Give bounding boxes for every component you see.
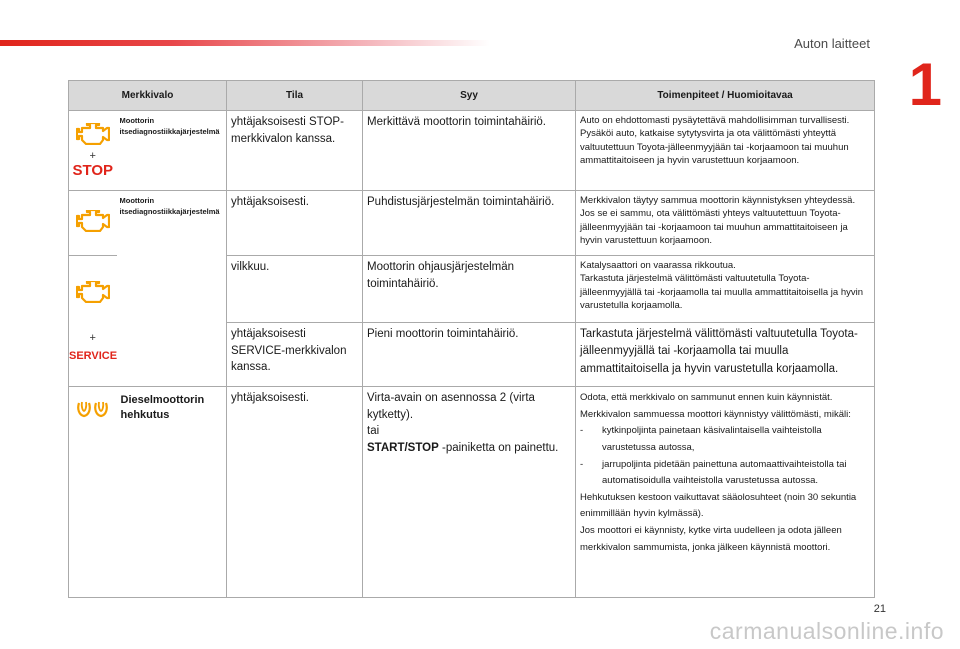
light-state: yhtäjaksoisesti STOP-merkkivalon kanssa. [227, 111, 363, 191]
light-name: Dieselmoottorin hehkutus [117, 387, 227, 598]
light-cause: Pieni moottorin toimintahäiriö. [363, 323, 576, 387]
start-stop-label: START/STOP [367, 442, 439, 455]
icon-cell [69, 387, 117, 598]
table-header-row [69, 81, 875, 111]
action-line: Jos moottori ei käynnisty, kytke virta uudelleen ja odota jälleen merkkivalon sammumista, jonka jälkeen käynnistä moottori. [580, 525, 842, 553]
cause-button-text [367, 440, 571, 457]
glow-plug-icon [76, 401, 110, 419]
icon-cell [69, 191, 117, 256]
column-header: Tila [227, 81, 363, 111]
light-cause: Puhdistusjärjestelmän toimintahäiriö. [363, 191, 576, 256]
table-row [69, 111, 875, 191]
column-header: Merkkivalo [69, 81, 227, 111]
header-accent-bar [0, 40, 490, 46]
stop-light-label: STOP [72, 161, 114, 179]
light-cause: Merkittävä moottorin toimintahäiriö. [363, 111, 576, 191]
column-header: Syy [363, 81, 576, 111]
light-state: yhtäjaksoisesti. [227, 191, 363, 256]
icon-cell [69, 111, 117, 191]
chapter-number: 1 [908, 51, 942, 118]
service-light-label: SERVICE [69, 349, 118, 362]
bullet-item: - jarrupoljinta pidetään painettuna automaattivaihteistolla tai automatisoidulla vaihteistolla varustetussa autossa. [580, 458, 847, 487]
action-intro: Odota, että merkkivalo on sammunut ennen kuin käynnistät. [580, 392, 833, 403]
plus-sign: + [89, 331, 96, 344]
warning-lights-table [68, 80, 875, 598]
light-action: Katalysaattori on vaarassa rikkoutua. Tarkastuta järjestelmä välittömästi valtuutetulla Toyota-jälleenmyyjällä tai -korjaamolla tai muulla ammattitaitoisella ja hyvin varustetulla korjaamolla. [576, 256, 875, 323]
light-action: Merkkivalon täytyy sammua moottorin käynnistyksen yhteydessä. Jos se ei sammu, ota välittömästi yhteys valtuutettuun Toyota-jälleenmyyjään tai -korjaamoon tai muuhun ammattitaitoiseen ja hyvin varustettuun korjaamoon. [576, 191, 875, 256]
table-row [69, 387, 875, 598]
engine-check-icon [76, 281, 110, 303]
light-cause: Moottorin ohjausjärjestelmän toimintahäiriö. [363, 256, 576, 323]
page-number: 21 [873, 603, 886, 615]
bullet-item: - kytkinpoljinta painetaan käsivalintaisella vaihteistolla varustetussa autossa, [580, 425, 822, 453]
action-line: Hehkutuksen kestoon vaikuttavat sääolosuhteet (noin 30 sekuntia enimmillään hyvin kylmässä). [580, 491, 857, 520]
light-action [576, 387, 875, 598]
light-state: yhtäjaksoisesti. [227, 387, 363, 598]
section-title: Auton laitteet [794, 36, 870, 51]
light-name: Moottorin itsediagnostiikkajärjestelmä [117, 111, 227, 191]
table-row [69, 191, 875, 256]
engine-check-icon [76, 210, 110, 232]
engine-check-icon [76, 123, 110, 145]
light-action: Tarkastuta järjestelmä välittömästi valtuutetulla Toyota-jälleenmyyjällä tai -korjaamolla tai muulla ammattitaitoisella ja hyvin varustetulla korjaamolla. [576, 323, 875, 387]
light-state: vilkkuu. [227, 256, 363, 323]
cause-text: Virta-avain on asennossa 2 (virta kytketty). [367, 392, 535, 421]
plus-sign: + [89, 149, 96, 162]
watermark: carmanualsonline.info [709, 618, 944, 644]
cause-or: tai [367, 425, 380, 438]
icon-cell [69, 256, 117, 387]
light-cause [363, 387, 576, 598]
light-action: Auto on ehdottomasti pysäytettävä mahdollisimman turvallisesti. Pysäköi auto, katkaise sytytysvirta ja ota välittömästi yhteyttä valtuutettuun Toyota-jälleenmyyjään tai -korjaamoon tai muuhun ammattitaitoiseen ja hyvin varustettuun korjaamoon. [576, 111, 875, 191]
light-state: yhtäjaksoisesti SERVICE-merkkivalon kanssa. [227, 323, 363, 387]
light-name: Moottorin itsediagnostiikkajärjestelmä [117, 191, 227, 387]
action-line: Merkkivalon sammuessa moottori käynnistyy välittömästi, mikäli: [580, 408, 851, 420]
column-header: Toimenpiteet / Huomioitavaa [576, 81, 875, 111]
cause-text-post: -painiketta on painettu. [438, 442, 559, 455]
